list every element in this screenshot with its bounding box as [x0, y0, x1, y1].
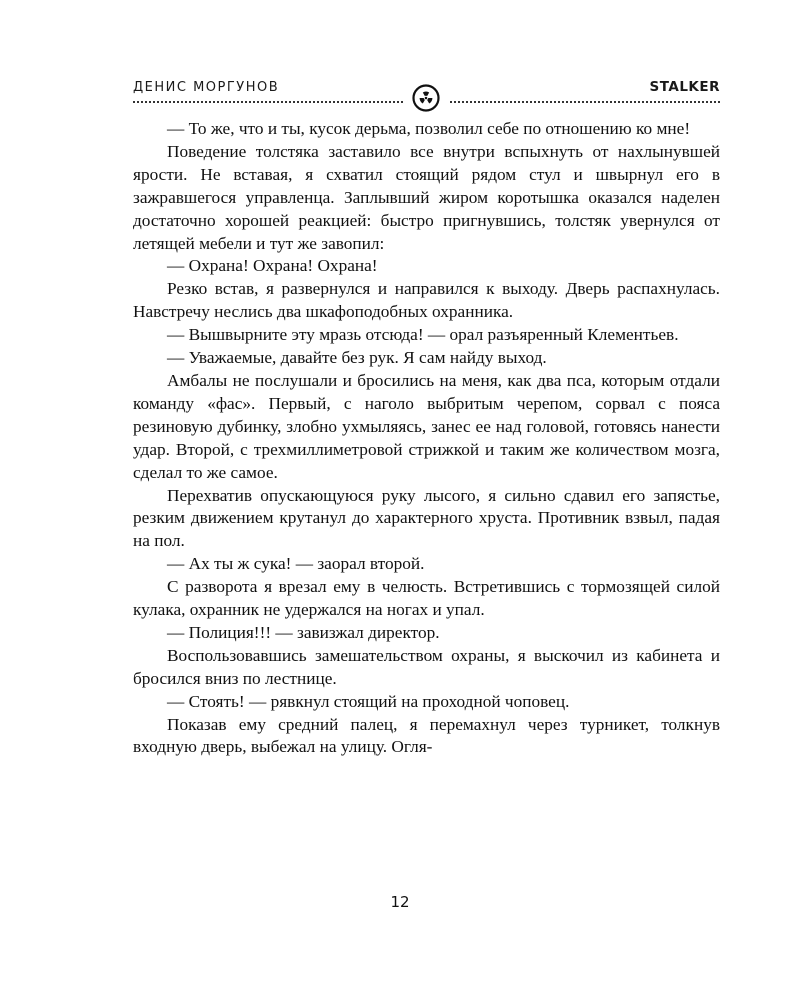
page-number: 12	[390, 893, 410, 911]
header-author: ДЕНИС МОРГУНОВ	[133, 80, 280, 95]
paragraph: Воспользовавшись замешательством охраны, я выскочил из кабинета и бросился вниз по лестнице.	[133, 645, 720, 688]
paragraph: — Уважаемые, давайте без рук. Я сам найду выход.	[167, 348, 547, 368]
radiation-icon	[412, 84, 440, 112]
paragraph: — Охрана! Охрана! Охрана!	[167, 256, 378, 276]
running-header	[133, 78, 720, 110]
paragraph: — Полиция!!! — завизжал директор.	[167, 622, 440, 642]
header-dotted-rule-right	[450, 101, 720, 103]
paragraph: — Стоять! — рявкнул стоящий на проходной чоповец.	[167, 691, 570, 711]
paragraph: Резко встав, я развернулся и направился к выходу. Дверь распахнулась. Навстречу неслись два шкафоподобных охранника.	[133, 279, 720, 322]
paragraph: — То же, что и ты, кусок дерьма, позволил себе по отношению ко мне!	[167, 119, 691, 138]
paragraph: Показав ему средний палец, я перемахнул через турникет, толкнув входную дверь, выбежал на улицу. Огля-	[133, 714, 720, 757]
paragraph: С разворота я врезал ему в челюсть. Встретившись с тормозящей силой кулака, охранник не удержался на ногах и упал.	[133, 577, 720, 620]
paragraph: — Вышвырните эту мразь отсюда! — орал разъяренный Клементьев.	[167, 325, 679, 345]
paragraph: — Ах ты ж сука! — заорал второй.	[167, 554, 425, 574]
header-series: STALKER	[649, 79, 720, 95]
paragraph: Амбалы не послушали и бросились на меня, как два пса, которым отдали команду «фас». Первый, с наголо выбритым черепом, сорвал с пояса резиновую дубинку, злобно ухмыляясь, занес ее над головой, готовясь нанести удар. Второй, с трехмиллиметровой стрижкой и таким же количеством мозга, сделал то же самое.	[133, 370, 720, 482]
header-dotted-rule-left	[133, 101, 403, 103]
paragraph: Перехватив опускающуюся руку лысого, я сильно сдавил его запястье, резким движением крутанул до характерного хруста. Противник взвыл, падая на пол.	[133, 485, 720, 551]
paragraph: Поведение толстяка заставило все внутри вспыхнуть от нахлынувшей ярости. Не вставая, я схватил стоящий рядом стул и швырнул его в зажравшегося управленца. Заплывший жиром коротышка оказался наделен достаточно хорошей реакцией: быстро пригнувшись, толстяк увернулся от летящей мебели и тут же завопил:	[133, 141, 720, 253]
body-text	[133, 118, 720, 759]
